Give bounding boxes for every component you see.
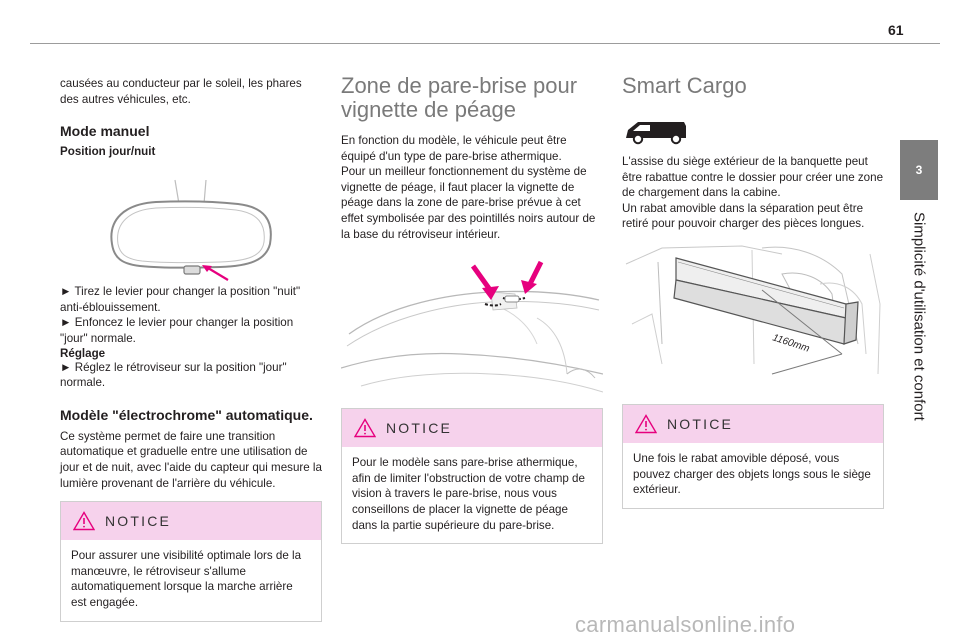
notice-box-toll bbox=[341, 408, 603, 544]
adjust-heading: Réglage bbox=[60, 346, 106, 360]
notice-text: Pour le modèle sans pare-brise athermique, afin de limiter l'obstruction de votre champ de vision à travers le pare-brise, nous vous conseillons de placer la vignette de péage dans la partie supérieure du pare-brise. bbox=[352, 456, 585, 532]
column-toll-sticker bbox=[341, 70, 603, 544]
notice-text: Pour assurer une visibilité optimale lors de la manœuvre, le rétroviseur s'allume automatiquement lorsque la marche arrière est engagée. bbox=[71, 549, 302, 609]
chapter-tab[interactable]: 3 bbox=[900, 140, 938, 200]
step-adjust: ► Réglez le rétroviseur sur la position "jour" normale. bbox=[60, 360, 287, 390]
toll-text-athermic: En fonction du modèle, le véhicule peut être équipé d'un type de pare-brise athermique. bbox=[341, 134, 567, 163]
page-number: 61 bbox=[888, 22, 904, 38]
van-icon bbox=[622, 116, 692, 146]
cargo-illustration bbox=[622, 244, 884, 384]
toll-text-placement: Pour un meilleur fonctionnement du système de vignette de péage, il faut placer la vignette de péage dans la zone de pare-brise prévue à cet effet symbolisée par des pointillés noirs autour de la base du rétroviseur intérieur. bbox=[341, 165, 596, 241]
intro-text: causées au conducteur par le soleil, les phares des autres véhicules, etc. bbox=[60, 77, 302, 106]
toll-zone-title: Zone de pare-brise pour vignette de péage bbox=[341, 73, 578, 122]
cargo-dimension-label: 1160mm bbox=[771, 332, 811, 355]
electrochrome-heading: Modèle "électrochrome" automatique. bbox=[60, 406, 313, 423]
smart-cargo-text-seat: L'assise du siège extérieur de la banquette peut être rabattue contre le dossier pour créer une zone de chargement dans la cabine. bbox=[622, 155, 884, 200]
notice-title: NOTICE bbox=[386, 420, 453, 437]
step-pull-lever: ► Tirez le levier pour changer la position "nuit" anti-éblouissement. bbox=[60, 285, 301, 314]
header-divider bbox=[30, 43, 940, 44]
notice-title: NOTICE bbox=[667, 415, 734, 432]
notice-box-mirror bbox=[60, 501, 322, 621]
day-night-heading: Position jour/nuit bbox=[60, 145, 156, 159]
chapter-title-vertical bbox=[902, 212, 936, 442]
watermark: carmanualsonline.info bbox=[575, 612, 796, 637]
notice-text: Une fois le rabat amovible déposé, vous pouvez charger des objets longs sous le siège extérieur. bbox=[633, 451, 871, 497]
notice-box-cargo bbox=[622, 404, 884, 509]
step-push-lever: ► Enfoncez le levier pour changer la position "jour" normale. bbox=[60, 316, 294, 345]
column-mirror bbox=[60, 70, 322, 622]
warning-icon bbox=[635, 414, 657, 434]
chapter-title: Simplicité d'utilisation et confort bbox=[910, 212, 928, 421]
warning-icon bbox=[73, 511, 95, 531]
manual-mode-heading: Mode manuel bbox=[60, 123, 150, 140]
warning-icon bbox=[354, 418, 376, 438]
column-smart-cargo bbox=[622, 70, 884, 509]
windshield-illustration bbox=[341, 256, 603, 404]
electrochrome-text: Ce système permet de faire une transition automatique et graduelle entre une utilisation de jour et de nuit, avec l'aide du capteur qui mesure la lumière provenant de l'arrière du véhicule. bbox=[60, 429, 322, 490]
rearview-mirror-illustration bbox=[60, 162, 322, 282]
notice-title: NOTICE bbox=[105, 513, 172, 530]
smart-cargo-text-flap: Un rabat amovible dans la séparation peut être retiré pour pouvoir charger des pièces longues. bbox=[622, 201, 865, 231]
smart-cargo-title: Smart Cargo bbox=[622, 73, 747, 98]
